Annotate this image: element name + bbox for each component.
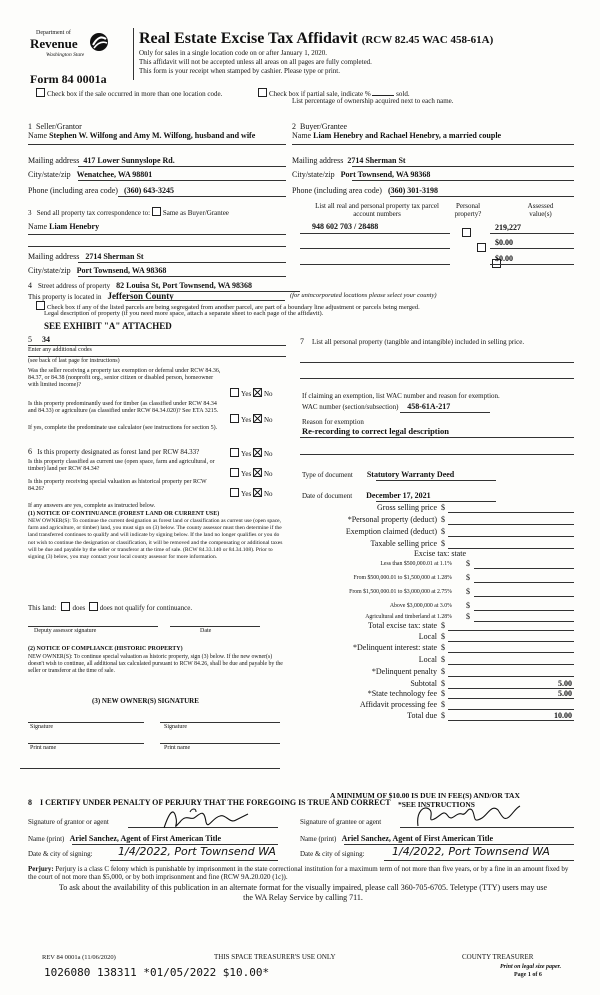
checkbox-q1-no[interactable] — [253, 388, 262, 397]
section7-num: 7 — [300, 337, 304, 346]
currency-symbol: $ — [441, 539, 445, 548]
wac-number[interactable]: 458-61A-217 — [407, 402, 451, 411]
correspondence-num: 3 — [28, 209, 32, 217]
section6-q3: Is this property receiving special valuation as historical property per RCW 84.26? — [28, 479, 207, 492]
buyer-phone-label: Phone (including area code) — [292, 186, 382, 195]
perjury-label: Perjury: — [28, 865, 54, 873]
section5-num: 5 — [28, 335, 32, 344]
parcel-value-3[interactable]: $0.00 — [495, 254, 513, 263]
ownership-note: List percentage of ownership acquired next to each name. — [292, 97, 454, 105]
buyer-num: 2 — [292, 122, 296, 131]
form-title-main: Real Estate Excise Tax Affidavit — [139, 30, 358, 47]
section5-q2-answer — [230, 414, 273, 424]
correspondence-mailing-line — [78, 262, 286, 263]
form-revision: REV 84 0001a (11/06/2020) — [42, 954, 116, 961]
segregated-label: Check box if any of the listed parcels are being segregated from another parcel, are part of a boundary line adjustment or parcels being merged. — [47, 304, 420, 311]
cashier-stamp: 1026080 138311 *01/05/2022 $10.00* — [44, 966, 270, 979]
tax-line — [448, 720, 574, 721]
grantor-print-name[interactable]: Ariel Sanchez, Agent of First American Title — [69, 834, 222, 843]
section6-num: 6 — [28, 447, 32, 456]
seller-phone-row — [28, 186, 174, 195]
seller-mailing-row — [28, 156, 175, 165]
yes-label: Yes — [241, 470, 252, 478]
correspondence-name[interactable]: Liam Henebry — [49, 222, 100, 231]
correspondence-mailing-row — [28, 252, 144, 261]
same-as-buyer-label: Same as Buyer/Grantee — [162, 209, 229, 217]
tax-bracket-line — [474, 621, 574, 622]
seller-name-line — [28, 144, 286, 145]
located-label: This property is located in — [28, 293, 102, 301]
checkbox-q2-yes[interactable] — [230, 414, 239, 423]
parcel-value-1[interactable]: 219,227 — [495, 223, 521, 232]
yes-label: Yes — [241, 390, 252, 398]
checkbox-does-not[interactable] — [89, 602, 98, 611]
grantee-signature[interactable] — [412, 800, 522, 832]
tax-line — [448, 688, 574, 689]
currency-symbol: $ — [441, 711, 445, 720]
reason-line-1 — [300, 437, 574, 438]
section6-q3-answer — [230, 488, 273, 498]
tax-bracket-label: Above $3,000,000 at 3.0% — [389, 603, 452, 609]
parcel-number-1[interactable]: 948 602 703 / 28488 — [312, 222, 379, 231]
section5-q2-note: If yes, complete the predominate use calculator (see instructions for section 5). — [28, 425, 218, 431]
currency-symbol: $ — [466, 559, 470, 568]
section5-q2: Is this property predominantly used for timber (as classified under RCW 84.34 and 84.33) or agriculture (as classified under RCW 84.34.020)? See ETA 3215. — [28, 401, 219, 414]
buyer-heading — [292, 122, 347, 131]
buyer-city[interactable]: Port Townsend, WA 98368 — [340, 170, 431, 179]
form-title — [139, 30, 493, 48]
tax-line — [448, 630, 574, 631]
section7-label: List all personal property (tangible and intangible) included in selling price. — [312, 338, 525, 346]
wac-row — [302, 402, 450, 411]
buyer-name-label: Name — [292, 131, 312, 140]
tax-line — [448, 641, 574, 642]
buyer-mailing-label: Mailing address — [292, 156, 344, 165]
owner-print-line-2 — [160, 743, 280, 744]
grantor-name-row — [28, 834, 221, 843]
checkbox-s6q2-yes[interactable] — [230, 468, 239, 477]
header-divider — [133, 28, 134, 80]
section8-num: 8 — [28, 798, 32, 807]
reason-line-2 — [300, 454, 574, 455]
parcel-value-line-3 — [490, 264, 574, 265]
treasurer-only: THIS SPACE TREASURER'S USE ONLY — [214, 953, 336, 961]
county-note: (for unincorporated locations please select your county) — [290, 292, 437, 299]
correspondence-label: Send all property tax correspondence to: — [36, 209, 151, 217]
form-number: Form 84 0001a — [30, 72, 107, 86]
buyer-phone-line — [390, 196, 574, 197]
tax-bracket-line — [474, 596, 574, 597]
seller-city-label: City/state/zip — [28, 170, 71, 179]
section6-q1-answer — [230, 448, 273, 458]
correspondence-mailing-label: Mailing address — [28, 252, 80, 261]
see-instructions-note: *SEE INSTRUCTIONS — [398, 800, 475, 809]
owner-sig-label-2: Signature — [164, 724, 187, 730]
seller-num: 1 — [28, 122, 32, 131]
buyer-mailing-line — [352, 166, 574, 167]
street-address[interactable]: 82 Louisa St, Port Townsend, WA 98368 — [116, 281, 253, 290]
correspondence-name-line — [28, 234, 286, 235]
correspondence-name-row — [28, 222, 99, 231]
excise-tax-state-label: Excise tax: state — [414, 549, 466, 558]
currency-symbol: $ — [441, 527, 445, 536]
currency-symbol: $ — [466, 612, 470, 621]
section6-q1-row — [28, 447, 199, 456]
section6-q2: Is this property classified as current use (open space, farm and agricultural, or timber) land per RCW 84.34? — [28, 459, 215, 472]
header-note1: Only for sales in a single location code on or after January 1, 2020. — [139, 49, 327, 57]
section7-row — [300, 337, 524, 346]
grantor-name-label: Name (print) — [28, 835, 65, 843]
tax-line — [448, 676, 574, 677]
grantee-name-row — [300, 834, 493, 843]
currency-symbol: $ — [441, 632, 445, 641]
tax-value[interactable]: 5.00 — [558, 689, 572, 698]
tax-line — [448, 652, 574, 653]
multi-location-label: Check box if the sale occurred in more than one location code. — [47, 90, 223, 98]
currency-symbol: $ — [441, 503, 445, 512]
grantor-signature[interactable] — [160, 806, 250, 832]
currency-symbol: $ — [441, 643, 445, 652]
does-label: does — [72, 604, 86, 612]
checkbox-s6q2-no[interactable] — [253, 468, 262, 477]
buyer-heading-text: Buyer/Grantee — [300, 122, 348, 131]
correspondence-name-label: Name — [28, 222, 48, 231]
currency-symbol: $ — [441, 515, 445, 524]
seller-city-line — [78, 180, 286, 181]
doc-type-line — [376, 480, 496, 481]
buyer-mailing[interactable]: 2714 Sherman St — [347, 156, 406, 165]
section8-top-rule — [20, 768, 280, 769]
tax-line — [448, 709, 574, 710]
county-select[interactable]: Jefferson County — [107, 291, 174, 301]
checkbox-personal-property-1[interactable] — [462, 228, 471, 237]
checkbox-s6q3-yes[interactable] — [230, 488, 239, 497]
checkbox-s6q1-yes[interactable] — [230, 448, 239, 457]
grantee-name-label: Name (print) — [300, 835, 337, 843]
checkbox-s6q3-no[interactable] — [253, 488, 262, 497]
tax-line — [448, 524, 574, 525]
deputy-date-line — [170, 626, 260, 627]
tax-line — [448, 664, 574, 665]
section5-row — [28, 335, 50, 344]
seller-mailing-label: Mailing address — [28, 156, 80, 165]
perjury-text: Perjury is a class C felony which is punishable by imprisonment in the state correctional institution for a maximum term of not more than five years, or by a fine in an amount fixed by the court of not more than $5,000, or by both imprisonment and fine (RCW 9A.20.020 (1c)). — [28, 865, 569, 881]
exemption-reason[interactable]: Re-recording to correct legal description — [302, 426, 449, 436]
seller-mailing-line — [78, 166, 286, 167]
grantor-date-label: Date & city of signing: — [28, 850, 93, 858]
owner-sig-line-2 — [160, 722, 280, 723]
tax-bracket-label: Agricultural and timberland at 1.28% — [365, 614, 452, 620]
legal-size-note: Print on legal size paper. — [500, 964, 562, 970]
reason-label: Reason for exemption — [302, 418, 364, 426]
tax-label: Subtotal — [410, 679, 437, 688]
legal-description[interactable]: SEE EXHIBIT "A" ATTACHED — [44, 321, 172, 331]
currency-symbol: $ — [441, 689, 445, 698]
currency-symbol: $ — [441, 700, 445, 709]
parcel-line-3 — [300, 264, 450, 265]
section5-line — [28, 345, 286, 346]
no-label: No — [263, 450, 273, 458]
dept-line1: Department of — [36, 30, 71, 36]
county-treasurer: COUNTY TREASURER — [462, 953, 534, 961]
header-note3: This form is your receipt when stamped by cashier. Please type or print. — [139, 67, 341, 75]
buyer-city-label: City/state/zip — [292, 170, 335, 179]
parcels-col3-header: Assessed value(s) — [527, 202, 554, 218]
grantee-date-label: Date & city of signing: — [300, 850, 365, 858]
checkbox-same-as-buyer[interactable] — [152, 207, 161, 216]
compliance-heading: (2) NOTICE OF COMPLIANCE (HISTORIC PROPERTY) — [28, 646, 183, 652]
partial-sale-label: Check box if partial sale, indicate % — [269, 90, 371, 98]
seller-phone[interactable]: (360) 643-3245 — [123, 186, 174, 195]
checkbox-personal-property-2[interactable] — [477, 243, 486, 252]
seller-name-label: Name — [28, 131, 48, 140]
section5-q1: Was the seller receiving a property tax exemption or deferral under RCW 84.36, 84.37, or 84.38 (nonprofit org., senior citizen or disabled person, homeowner with limited income)? — [28, 368, 221, 388]
wac-line — [400, 412, 490, 413]
tax-bracket-line — [474, 568, 574, 569]
grantee-sig-label: Signature of grantee or agent — [300, 818, 382, 826]
tax-label: *Delinquent penalty — [371, 667, 437, 676]
dor-logo — [28, 30, 110, 68]
no-label: No — [263, 490, 273, 498]
section5-code[interactable]: 34 — [42, 335, 50, 344]
deputy-date-label: Date — [200, 628, 212, 634]
doc-date-row — [302, 491, 431, 500]
dept-line2: Revenue — [30, 36, 78, 51]
doc-date-label: Date of document — [302, 492, 353, 500]
section6-q1: Is this property designated as forest land per RCW 84.33? — [37, 448, 200, 456]
tax-bracket-label: Less than $500,000.01 at 1.1% — [380, 561, 452, 567]
tax-value[interactable]: 10.00 — [554, 711, 572, 720]
correspondence-row — [28, 207, 229, 217]
availability-text: To ask about the availability of this publication in an alternate format for the visually impaired, please call 360-705-6705. Teletype (TTY) users may use the WA Relay Service by calling 711. — [58, 883, 548, 902]
seller-heading-text: Seller/Grantor — [36, 122, 82, 131]
tax-label: Exemption claimed (deduct) — [345, 527, 437, 536]
seller-mailing[interactable]: 417 Lower Sunnyslope Rd. — [83, 156, 175, 165]
parcels-col1-header: List all real and personal property tax parcel account numbers — [315, 202, 439, 218]
minimum-note: A MINIMUM OF $10.00 IS DUE IN FEE(S) AND/OR TAX — [330, 791, 520, 800]
wac-label: WAC number (section/subsection) — [302, 403, 399, 411]
owner-sig-label-1: Signature — [30, 724, 53, 730]
currency-symbol: $ — [466, 573, 470, 582]
seller-phone-label: Phone (including area code) — [28, 186, 118, 195]
deputy-line — [28, 626, 158, 627]
multi-location-checkbox[interactable] — [36, 88, 222, 98]
parcel-line-2 — [300, 248, 450, 249]
no-label: No — [263, 416, 273, 424]
grantee-date-city[interactable]: 1/4/2022, Port Townsend WA — [392, 845, 550, 858]
owner-print-label-1: Print name — [30, 745, 57, 751]
this-land-row — [28, 602, 192, 612]
buyer-name[interactable]: Liam Henebry and Rachael Henebry, a married couple — [313, 131, 502, 140]
tax-label: Taxable selling price — [370, 539, 437, 548]
tax-line — [448, 512, 574, 513]
tax-label: Local — [418, 632, 437, 641]
section7-line-2 — [300, 378, 574, 379]
checkbox-q2-no[interactable] — [253, 414, 262, 423]
grantor-sig-label: Signature of grantor or agent — [28, 818, 109, 826]
correspondence-city-line — [78, 276, 286, 277]
no-label: No — [263, 390, 273, 398]
currency-symbol: $ — [441, 655, 445, 664]
tax-label: Total due — [407, 711, 437, 720]
street-label: Street address of property — [38, 282, 111, 290]
exemption-label: If claiming an exemption, list WAC number and reason for exemption. — [302, 392, 500, 400]
section6-q4: If any answers are yes, complete as instructed below. — [28, 503, 156, 509]
continuance-text: NEW OWNER(S): To continue the current designation as forest land or classification as current use (open space, farm and agriculture, or timber) land, you must sign on (3) below. The county assessor must then determine if the land transferred continues to qualify and will indicate by signing below. If the land no longer qualifies or you do not wish to continue the designation or classification, it will be removed and the compensating or additional taxes will be due and payable by the seller or transferor at the time of sale. (RCW 84.33.140 or 84.34.108). Prior to signing (3) below, you may contact your local county assessor for more information. — [28, 518, 283, 561]
tax-line — [448, 698, 574, 699]
doc-type-label: Type of document — [302, 471, 353, 479]
buyer-name-line — [292, 144, 574, 145]
sold-label: sold. — [396, 90, 410, 98]
seller-city[interactable]: Wenatchee, WA 98801 — [76, 170, 153, 179]
owner-print-label-2: Print name — [164, 745, 191, 751]
tax-bracket-label: From $500,000.01 to $1,500,000 at 1.28% — [353, 575, 452, 581]
grantee-print-name[interactable]: Ariel Sanchez, Agent of First American Title — [341, 834, 494, 843]
tax-label: *Personal property (deduct) — [347, 515, 437, 524]
see-back-label: (see back of last page for instructions) — [28, 358, 120, 364]
street-row — [28, 281, 252, 290]
tax-bracket-line — [474, 582, 574, 583]
does-not-label: does not qualify for continuance. — [99, 604, 193, 612]
enter-codes-label: Enter any additional codes — [28, 347, 92, 353]
section5-q1-answer — [230, 388, 273, 398]
new-owner-signature-heading: (3) NEW OWNER(S) SIGNATURE — [92, 697, 199, 705]
grantor-date-city[interactable]: 1/4/2022, Port Townsend WA — [118, 845, 276, 858]
buyer-name-row — [292, 131, 501, 140]
tax-label: Affidavit processing fee — [359, 700, 437, 709]
compliance-text: NEW OWNER(S): To continue special valuation as historic property, sign (3) below. If the new owner(s) doesn't wish to continue, all additional tax calculated pursuant to RCW 84.26, shall be due and payable by the seller or transferor at the time of sale. — [28, 654, 283, 675]
doc-type-row — [302, 470, 454, 479]
currency-symbol: $ — [466, 601, 470, 610]
tax-label: Local — [418, 655, 437, 664]
checkbox-partial-sale[interactable] — [258, 88, 267, 97]
continuance-heading: (1) NOTICE OF CONTINUANCE (FOREST LAND OR CURRENT USE) — [28, 511, 220, 517]
buyer-city-row — [292, 170, 430, 179]
partial-percent-field[interactable] — [372, 95, 394, 96]
doc-date-line — [376, 501, 496, 502]
checkbox-q1-yes[interactable] — [230, 388, 239, 397]
checkbox-segregated[interactable] — [36, 301, 45, 310]
buyer-city-line — [352, 180, 574, 181]
buyer-phone-row — [292, 186, 438, 195]
correspondence-blank-line — [28, 246, 286, 247]
section7-line-1 — [300, 362, 574, 363]
checkbox-multi-location[interactable] — [36, 88, 45, 97]
legal-label: Legal description of property (if you need more space, attach a separate sheet to each page of the affidavit). — [44, 310, 324, 317]
currency-symbol: $ — [441, 621, 445, 630]
grantor-date-line — [110, 860, 278, 861]
this-land-label: This land: — [28, 604, 57, 612]
section6-q2-answer — [230, 468, 273, 478]
form-title-rcw: (RCW 82.45 WAC 458-61A) — [361, 34, 494, 46]
correspondence-city-row — [28, 266, 166, 275]
parcel-value-line-2 — [490, 248, 574, 249]
tax-label: *Delinquent interest: state — [353, 643, 437, 652]
page-number: Page 1 of 6 — [514, 972, 542, 978]
tax-line — [448, 548, 574, 549]
checkbox-does[interactable] — [61, 602, 70, 611]
grantee-date-line — [384, 860, 574, 861]
parcel-line-1 — [300, 233, 450, 234]
owner-print-line-1 — [28, 743, 144, 744]
no-label: No — [263, 470, 273, 478]
buyer-mailing-row — [292, 156, 406, 165]
correspondence-city[interactable]: Port Townsend, WA 98368 — [76, 266, 167, 275]
perjury-block — [28, 865, 574, 881]
yes-label: Yes — [241, 450, 252, 458]
parcel-value-line-1 — [490, 233, 574, 234]
seller-name[interactable]: Stephen W. Wilfong and Amy M. Wilfong, husband and wife — [49, 131, 256, 140]
owner-sig-line-1 — [28, 722, 144, 723]
additional-codes-line — [28, 356, 286, 357]
tax-bracket-line — [474, 610, 574, 611]
section4-num: 4 — [28, 281, 32, 290]
yes-label: Yes — [241, 416, 252, 424]
currency-symbol: $ — [441, 679, 445, 688]
tax-value[interactable]: 5.00 — [558, 679, 572, 688]
correspondence-mailing[interactable]: 2714 Sherman St — [85, 252, 144, 261]
tax-label: Gross selling price — [377, 503, 437, 512]
buyer-phone[interactable]: (360) 301-3198 — [387, 186, 438, 195]
seller-phone-line — [118, 196, 286, 197]
yes-label: Yes — [241, 490, 252, 498]
currency-symbol: $ — [441, 667, 445, 676]
parcel-value-2[interactable]: $0.00 — [495, 238, 513, 247]
tax-bracket-label: From $1,500,000.01 to $3,000,000 at 2.75% — [349, 589, 452, 595]
parcels-col2-header: Personal property? — [454, 202, 482, 218]
doc-date[interactable]: December 17, 2021 — [366, 491, 431, 500]
seller-city-row — [28, 170, 152, 179]
dept-line3: Washington State — [46, 52, 85, 58]
header-note2: This affidavit will not be accepted unless all areas on all pages are fully completed. — [139, 58, 372, 66]
seller-heading — [28, 122, 82, 131]
tax-label: *State technology fee — [367, 689, 437, 698]
tax-label: Total excise tax: state — [368, 621, 437, 630]
checkbox-s6q1-no[interactable] — [253, 448, 262, 457]
dor-swirl-icon — [88, 32, 110, 52]
currency-symbol: $ — [466, 587, 470, 596]
deputy-label: Deputy assessor signature — [34, 628, 97, 634]
seller-name-row — [28, 131, 255, 140]
correspondence-city-label: City/state/zip — [28, 266, 71, 275]
tax-line — [448, 536, 574, 537]
doc-type[interactable]: Statutory Warranty Deed — [366, 470, 455, 479]
certify-text: I CERTIFY UNDER PENALTY OF PERJURY THAT THE FOREGOING IS TRUE AND CORRECT — [40, 798, 391, 807]
